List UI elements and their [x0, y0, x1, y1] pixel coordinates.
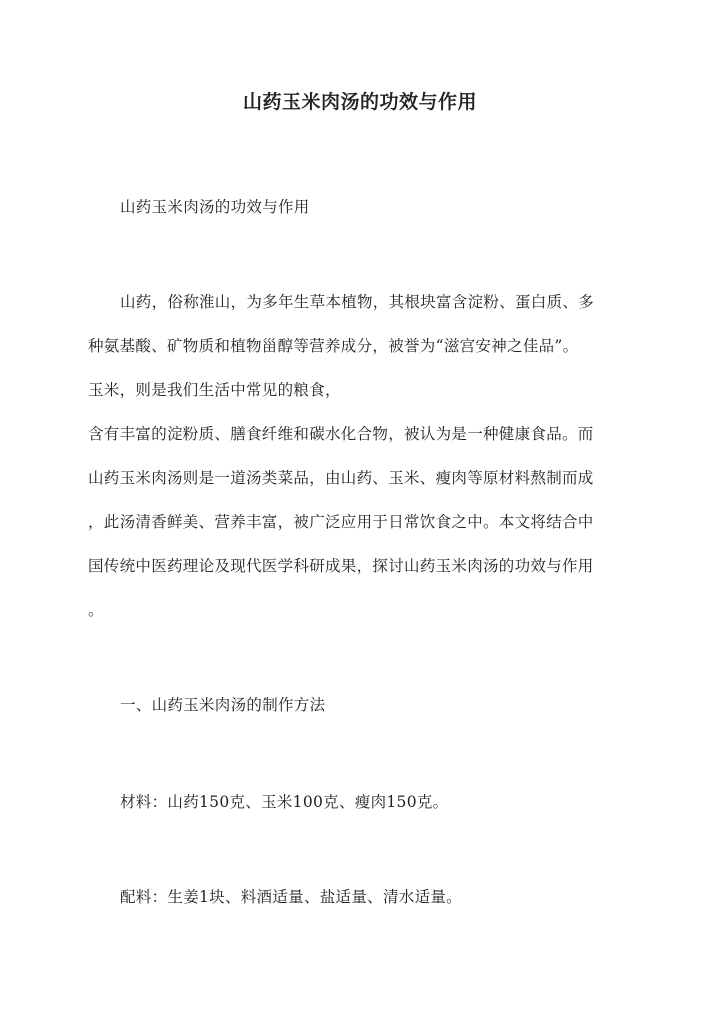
seasonings-line: 配料：生姜1块、料酒适量、盐适量、清水适量。 [120, 888, 462, 906]
paragraph-line-6: ，此汤清香鲜美、营养丰富，被广泛应用于日常饮食之中。本文将结合中 [88, 513, 594, 531]
section-heading: 一、山药玉米肉汤的制作方法 [120, 696, 326, 714]
document-title: 山药玉米肉汤的功效与作用 [242, 91, 477, 113]
paragraph-line-4: 含有丰富的淀粉质、膳食纤维和碳水化合物，被认为是一种健康食品。而 [88, 425, 594, 443]
paragraph-line-7: 国传统中医药理论及现代医学科研成果，探讨山药玉米肉汤的功效与作用 [88, 557, 594, 575]
paragraph-line-5: 山药玉米肉汤则是一道汤类菜品，由山药、玉米、瘦肉等原材料熬制而成 [88, 469, 594, 487]
paragraph-line-3: 玉米，则是我们生活中常见的粮食， [88, 381, 341, 399]
paragraph-line-8: 。 [88, 601, 104, 619]
paragraph-line-2: 种氨基酸、矿物质和植物甾醇等营养成分，被誉为“滋宫安神之佳品”。 [88, 337, 579, 355]
materials-line: 材料：山药150克、玉米100克、瘦肉150克。 [120, 793, 449, 811]
paragraph-line-1: 山药，俗称淮山，为多年生草本植物，其根块富含淀粉、蛋白质、多 [120, 293, 595, 311]
subtitle: 山药玉米肉汤的功效与作用 [120, 198, 310, 216]
